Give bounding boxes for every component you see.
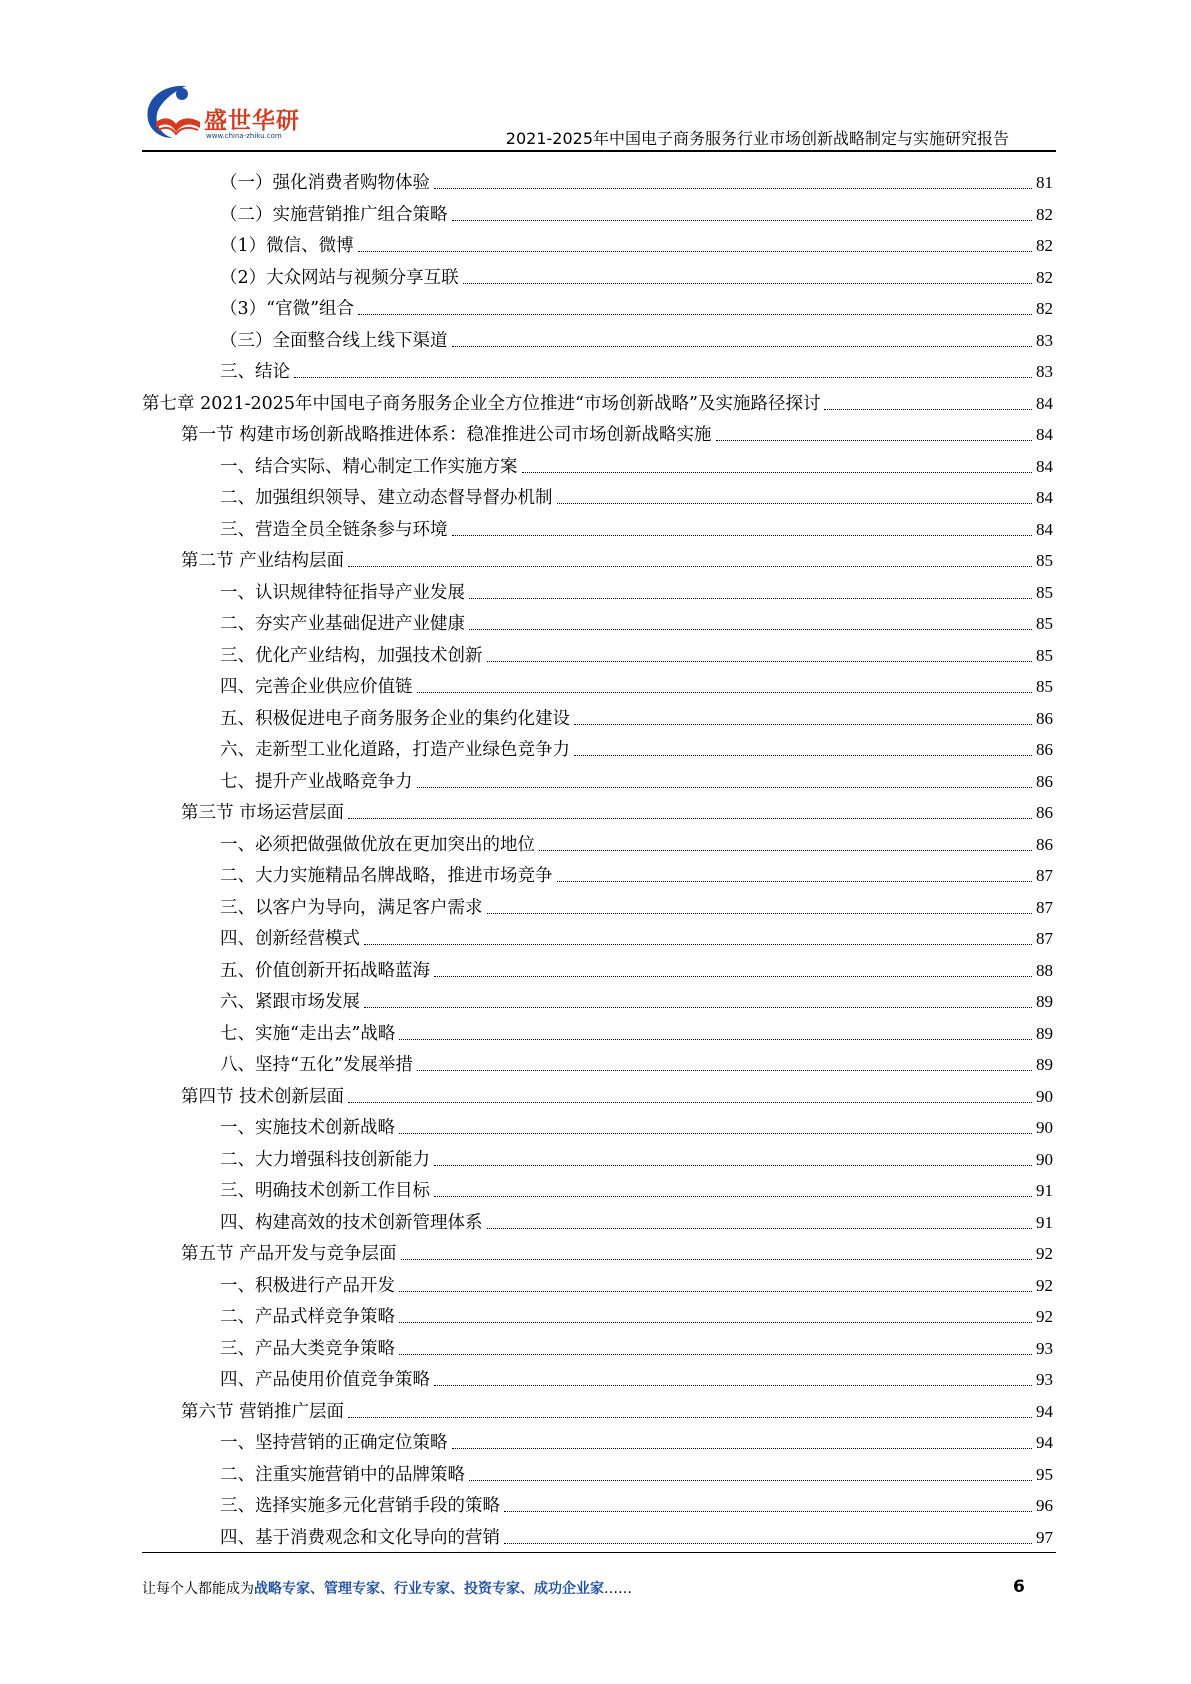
report-title: 2021-2025年中国电子商务服务行业市场创新战略制定与实施研究报告 bbox=[505, 129, 1009, 148]
toc-entry[interactable] bbox=[220, 1046, 1053, 1076]
toc-leader-dots bbox=[434, 1165, 1032, 1166]
toc-leader-dots bbox=[399, 1354, 1032, 1355]
toc-leader-dots bbox=[348, 566, 1032, 567]
toc-entry[interactable] bbox=[220, 731, 1053, 761]
toc-entry-page: 90 bbox=[1036, 1149, 1053, 1169]
company-logo bbox=[142, 82, 302, 144]
toc-entry-title: 一、实施技术创新战略 bbox=[220, 1118, 395, 1138]
toc-entry[interactable] bbox=[220, 920, 1053, 950]
toc-entry[interactable] bbox=[220, 1141, 1053, 1171]
toc-leader-dots bbox=[364, 1007, 1032, 1008]
toc-entry-title: 三、营造全员全链条参与环境 bbox=[220, 519, 448, 540]
toc-entry-page: 84 bbox=[1036, 393, 1053, 413]
toc-entry-title: 第一节 构建市场创新战略推进体系：稳准推进公司市场创新战略实施 bbox=[181, 425, 712, 445]
toc-entry-page: 90 bbox=[1036, 1086, 1053, 1106]
toc-entry-title: 二、大力增强科技创新能力 bbox=[220, 1149, 430, 1170]
toc-entry[interactable] bbox=[220, 700, 1053, 730]
toc-entry[interactable] bbox=[220, 826, 1053, 856]
toc-leader-dots bbox=[399, 1039, 1032, 1040]
toc-entry-title: 八、坚持“五化”发展举措 bbox=[220, 1055, 413, 1075]
toc-leader-dots bbox=[452, 346, 1033, 347]
toc-entry-title: 三、选择实施多元化营销手段的策略 bbox=[220, 1496, 500, 1516]
toc-leader-dots bbox=[487, 913, 1033, 914]
toc-entry[interactable] bbox=[220, 448, 1053, 478]
toc-entry[interactable] bbox=[220, 1204, 1053, 1234]
toc-entry-title: 七、实施“走出去”战略 bbox=[220, 1023, 396, 1044]
toc-entry-page: 82 bbox=[1036, 267, 1053, 287]
toc-entry[interactable] bbox=[220, 1487, 1053, 1517]
toc-entry[interactable] bbox=[220, 983, 1053, 1013]
toc-entry-page: 97 bbox=[1036, 1527, 1053, 1547]
toc-entry-page: 86 bbox=[1036, 740, 1053, 759]
footer-divider bbox=[142, 1552, 1056, 1553]
toc-entry-title: 五、价值创新开拓战略蓝海 bbox=[220, 960, 430, 981]
toc-entry-title: 三、以客户为导向，满足客户需求 bbox=[220, 897, 483, 918]
toc-entry[interactable] bbox=[220, 952, 1053, 982]
toc-entry[interactable] bbox=[220, 889, 1053, 919]
toc-entry-page: 91 bbox=[1036, 1212, 1053, 1232]
toc-entry[interactable] bbox=[181, 1078, 1053, 1108]
toc-leader-dots bbox=[469, 1480, 1032, 1481]
page-number: 6 bbox=[1013, 1577, 1025, 1597]
toc-entry-page: 85 bbox=[1036, 614, 1053, 633]
toc-entry-title: 一、结合实际、精心制定工作实施方案 bbox=[220, 456, 518, 477]
toc-entry-page: 92 bbox=[1036, 1275, 1053, 1295]
toc-leader-dots bbox=[716, 440, 1032, 441]
toc-entry[interactable] bbox=[220, 1298, 1053, 1328]
toc-entry-page: 96 bbox=[1036, 1496, 1053, 1515]
toc-entry-title: （3）“官微”组合 bbox=[220, 299, 355, 319]
toc-entry-page: 87 bbox=[1036, 866, 1053, 885]
toc-entry-title: 二、大力实施精品名牌战略，推进市场竞争 bbox=[220, 866, 553, 886]
toc-entry-page: 86 bbox=[1036, 834, 1053, 854]
toc-entry-page: 84 bbox=[1036, 519, 1053, 539]
toc-entry-title: 二、加强组织领导、建立动态督导督办机制 bbox=[220, 488, 553, 508]
slogan-prefix: 让每个人都能成为 bbox=[142, 1581, 254, 1597]
toc-entry-page: 83 bbox=[1036, 330, 1053, 350]
toc-entry[interactable] bbox=[220, 1172, 1053, 1202]
toc-entry[interactable] bbox=[181, 542, 1053, 572]
toc-entry[interactable] bbox=[220, 605, 1053, 635]
toc-entry-page: 89 bbox=[1036, 992, 1053, 1011]
toc-entry-title: 四、产品使用价值竞争策略 bbox=[220, 1370, 430, 1390]
toc-leader-dots bbox=[401, 1259, 1032, 1260]
toc-entry-title: （一）强化消费者购物体验 bbox=[220, 173, 430, 193]
toc-entry[interactable] bbox=[142, 385, 1053, 415]
toc-leader-dots bbox=[348, 1102, 1032, 1103]
toc-entry[interactable] bbox=[220, 259, 1053, 289]
logo-url: www.china-zhiku.com bbox=[206, 132, 282, 140]
toc-leader-dots bbox=[539, 850, 1032, 851]
toc-entry-title: （2）大众网站与视频分享互联 bbox=[220, 267, 459, 288]
toc-entry[interactable] bbox=[220, 668, 1053, 698]
toc-entry-page: 94 bbox=[1036, 1401, 1053, 1421]
toc-entry-title: （1）微信、微博 bbox=[220, 236, 354, 256]
toc-entry[interactable] bbox=[181, 416, 1053, 446]
toc-entry-page: 93 bbox=[1036, 1370, 1053, 1389]
page-header bbox=[0, 0, 1191, 160]
toc-leader-dots bbox=[348, 1417, 1032, 1418]
toc-entry[interactable] bbox=[220, 1361, 1053, 1391]
toc-entry-page: 92 bbox=[1036, 1307, 1053, 1326]
toc-entry[interactable] bbox=[220, 511, 1053, 541]
toc-entry-page: 89 bbox=[1036, 1055, 1053, 1074]
toc-leader-dots bbox=[824, 409, 1032, 410]
toc-entry-page: 86 bbox=[1036, 708, 1053, 728]
book-swoosh-logo-icon bbox=[142, 82, 206, 144]
toc-leader-dots bbox=[294, 377, 1032, 378]
toc-entry-page: 85 bbox=[1036, 677, 1053, 696]
toc-entry[interactable] bbox=[220, 227, 1053, 257]
toc-entry-title: 一、坚持营销的正确定位策略 bbox=[220, 1433, 448, 1453]
toc-leader-dots bbox=[348, 818, 1032, 819]
toc-entry[interactable] bbox=[220, 1330, 1053, 1360]
toc-entry-title: 二、产品式样竞争策略 bbox=[220, 1307, 395, 1327]
toc-entry-page: 88 bbox=[1036, 960, 1053, 980]
toc-entry-page: 85 bbox=[1036, 645, 1053, 665]
toc-entry-title: 三、优化产业结构，加强技术创新 bbox=[220, 645, 483, 666]
toc-entry-page: 83 bbox=[1036, 362, 1053, 381]
toc-leader-dots bbox=[417, 692, 1033, 693]
slogan-suffix: …… bbox=[604, 1581, 632, 1597]
toc-entry-page: 89 bbox=[1036, 1023, 1053, 1043]
toc-leader-dots bbox=[463, 283, 1032, 284]
toc-entry-title: （二）实施营销推广组合策略 bbox=[220, 204, 448, 225]
toc-entry-page: 95 bbox=[1036, 1464, 1053, 1484]
toc-entry[interactable] bbox=[220, 479, 1053, 509]
toc-leader-dots bbox=[399, 1133, 1032, 1134]
toc-entry[interactable] bbox=[220, 164, 1053, 194]
toc-leader-dots bbox=[557, 881, 1033, 882]
toc-entry-page: 82 bbox=[1036, 204, 1053, 224]
toc-entry-title: 第二节 产业结构层面 bbox=[181, 551, 345, 571]
toc-leader-dots bbox=[574, 724, 1032, 725]
slogan-highlight: 战略专家、管理专家、行业专家、投资专家、成功企业家 bbox=[254, 1581, 604, 1597]
toc-entry-page: 92 bbox=[1036, 1244, 1053, 1263]
toc-leader-dots bbox=[557, 503, 1033, 504]
toc-leader-dots bbox=[452, 220, 1033, 221]
toc-entry-title: 四、构建高效的技术创新管理体系 bbox=[220, 1212, 483, 1233]
toc-entry-page: 82 bbox=[1036, 236, 1053, 255]
toc-entry-title: 第四节 技术创新层面 bbox=[181, 1086, 345, 1107]
logo-name: 盛世华研 bbox=[204, 108, 300, 134]
toc-leader-dots bbox=[364, 944, 1032, 945]
toc-leader-dots bbox=[399, 1322, 1032, 1323]
toc-entry-title: 七、提升产业战略竞争力 bbox=[220, 771, 413, 792]
toc-entry-title: 一、必须把做强做优放在更加突出的地位 bbox=[220, 834, 535, 855]
toc-entry[interactable] bbox=[220, 1456, 1053, 1486]
toc-entry[interactable] bbox=[220, 637, 1053, 667]
toc-entry[interactable] bbox=[220, 353, 1053, 383]
toc-entry-title: 第七章 2021-2025年中国电子商务服务企业全方位推进“市场创新战略”及实施路径探讨 bbox=[142, 393, 821, 414]
toc-leader-dots bbox=[574, 755, 1032, 756]
toc-entry[interactable] bbox=[220, 1267, 1053, 1297]
toc-leader-dots bbox=[434, 1196, 1032, 1197]
toc-leader-dots bbox=[469, 629, 1032, 630]
toc-entry-title: 六、走新型工业化道路，打造产业绿色竞争力 bbox=[220, 740, 570, 760]
toc-leader-dots bbox=[487, 661, 1033, 662]
toc-entry[interactable] bbox=[220, 857, 1053, 887]
toc-entry-page: 87 bbox=[1036, 929, 1053, 948]
toc-leader-dots bbox=[358, 251, 1032, 252]
toc-entry-page: 85 bbox=[1036, 551, 1053, 570]
toc-entry-page: 86 bbox=[1036, 803, 1053, 822]
toc-entry[interactable] bbox=[220, 1424, 1053, 1454]
toc-entry-title: 四、创新经营模式 bbox=[220, 929, 360, 949]
header-divider bbox=[142, 150, 1056, 152]
toc-leader-dots bbox=[358, 314, 1032, 315]
toc-leader-dots bbox=[504, 1543, 1032, 1544]
toc-entry-title: （三）全面整合线上线下渠道 bbox=[220, 330, 448, 351]
toc-entry[interactable] bbox=[220, 1519, 1053, 1549]
toc-leader-dots bbox=[434, 1385, 1032, 1386]
toc-entry-page: 86 bbox=[1036, 771, 1053, 791]
toc-entry[interactable] bbox=[220, 574, 1053, 604]
toc-entry[interactable] bbox=[181, 1235, 1053, 1265]
toc-entry[interactable] bbox=[220, 1015, 1053, 1045]
toc-entry[interactable] bbox=[181, 1393, 1053, 1423]
toc-entry[interactable] bbox=[220, 196, 1053, 226]
toc-entry-title: 二、夯实产业基础促进产业健康 bbox=[220, 614, 465, 634]
toc-entry[interactable] bbox=[220, 322, 1053, 352]
toc-entry-title: 三、结论 bbox=[220, 362, 290, 382]
toc-leader-dots bbox=[417, 787, 1033, 788]
toc-entry-title: 一、积极进行产品开发 bbox=[220, 1275, 395, 1296]
toc-leader-dots bbox=[434, 188, 1032, 189]
toc-entry-title: 四、完善企业供应价值链 bbox=[220, 677, 413, 697]
toc-leader-dots bbox=[522, 472, 1033, 473]
footer-slogan bbox=[142, 1578, 632, 1598]
toc-leader-dots bbox=[417, 1070, 1032, 1071]
toc-entry-page: 85 bbox=[1036, 582, 1053, 602]
toc-entry-title: 第五节 产品开发与竞争层面 bbox=[181, 1244, 397, 1264]
toc-leader-dots bbox=[452, 535, 1033, 536]
toc-entry-title: 第三节 市场运营层面 bbox=[181, 803, 345, 823]
toc-entry-title: 六、紧跟市场发展 bbox=[220, 992, 360, 1012]
toc-entry[interactable] bbox=[181, 794, 1053, 824]
toc-entry-page: 94 bbox=[1036, 1433, 1053, 1452]
toc-entry[interactable] bbox=[220, 1109, 1053, 1139]
toc-entry-page: 84 bbox=[1036, 425, 1053, 444]
toc-entry-title: 四、基于消费观念和文化导向的营销 bbox=[220, 1527, 500, 1548]
toc-leader-dots bbox=[399, 1291, 1032, 1292]
toc-entry-title: 二、注重实施营销中的品牌策略 bbox=[220, 1464, 465, 1485]
toc-leader-dots bbox=[469, 598, 1032, 599]
toc-entry-title: 五、积极促进电子商务服务企业的集约化建设 bbox=[220, 708, 570, 729]
toc-entry-page: 81 bbox=[1036, 173, 1053, 192]
toc-entry-title: 第六节 营销推广层面 bbox=[181, 1401, 345, 1422]
toc-leader-dots bbox=[504, 1511, 1032, 1512]
toc-entry-title: 三、明确技术创新工作目标 bbox=[220, 1181, 430, 1201]
toc-entry-page: 93 bbox=[1036, 1338, 1053, 1358]
toc-entry[interactable] bbox=[220, 763, 1053, 793]
toc-entry-page: 90 bbox=[1036, 1118, 1053, 1137]
toc-leader-dots bbox=[434, 976, 1032, 977]
toc-entry-page: 84 bbox=[1036, 488, 1053, 507]
toc-leader-dots bbox=[487, 1228, 1033, 1229]
toc-leader-dots bbox=[452, 1448, 1033, 1449]
toc-entry-title: 一、认识规律特征指导产业发展 bbox=[220, 582, 465, 603]
toc-entry-page: 87 bbox=[1036, 897, 1053, 917]
toc-entry-page: 84 bbox=[1036, 456, 1053, 476]
toc-entry-page: 91 bbox=[1036, 1181, 1053, 1200]
toc-entry-title: 三、产品大类竞争策略 bbox=[220, 1338, 395, 1359]
toc-entry[interactable] bbox=[220, 290, 1053, 320]
toc-entry-page: 82 bbox=[1036, 299, 1053, 318]
